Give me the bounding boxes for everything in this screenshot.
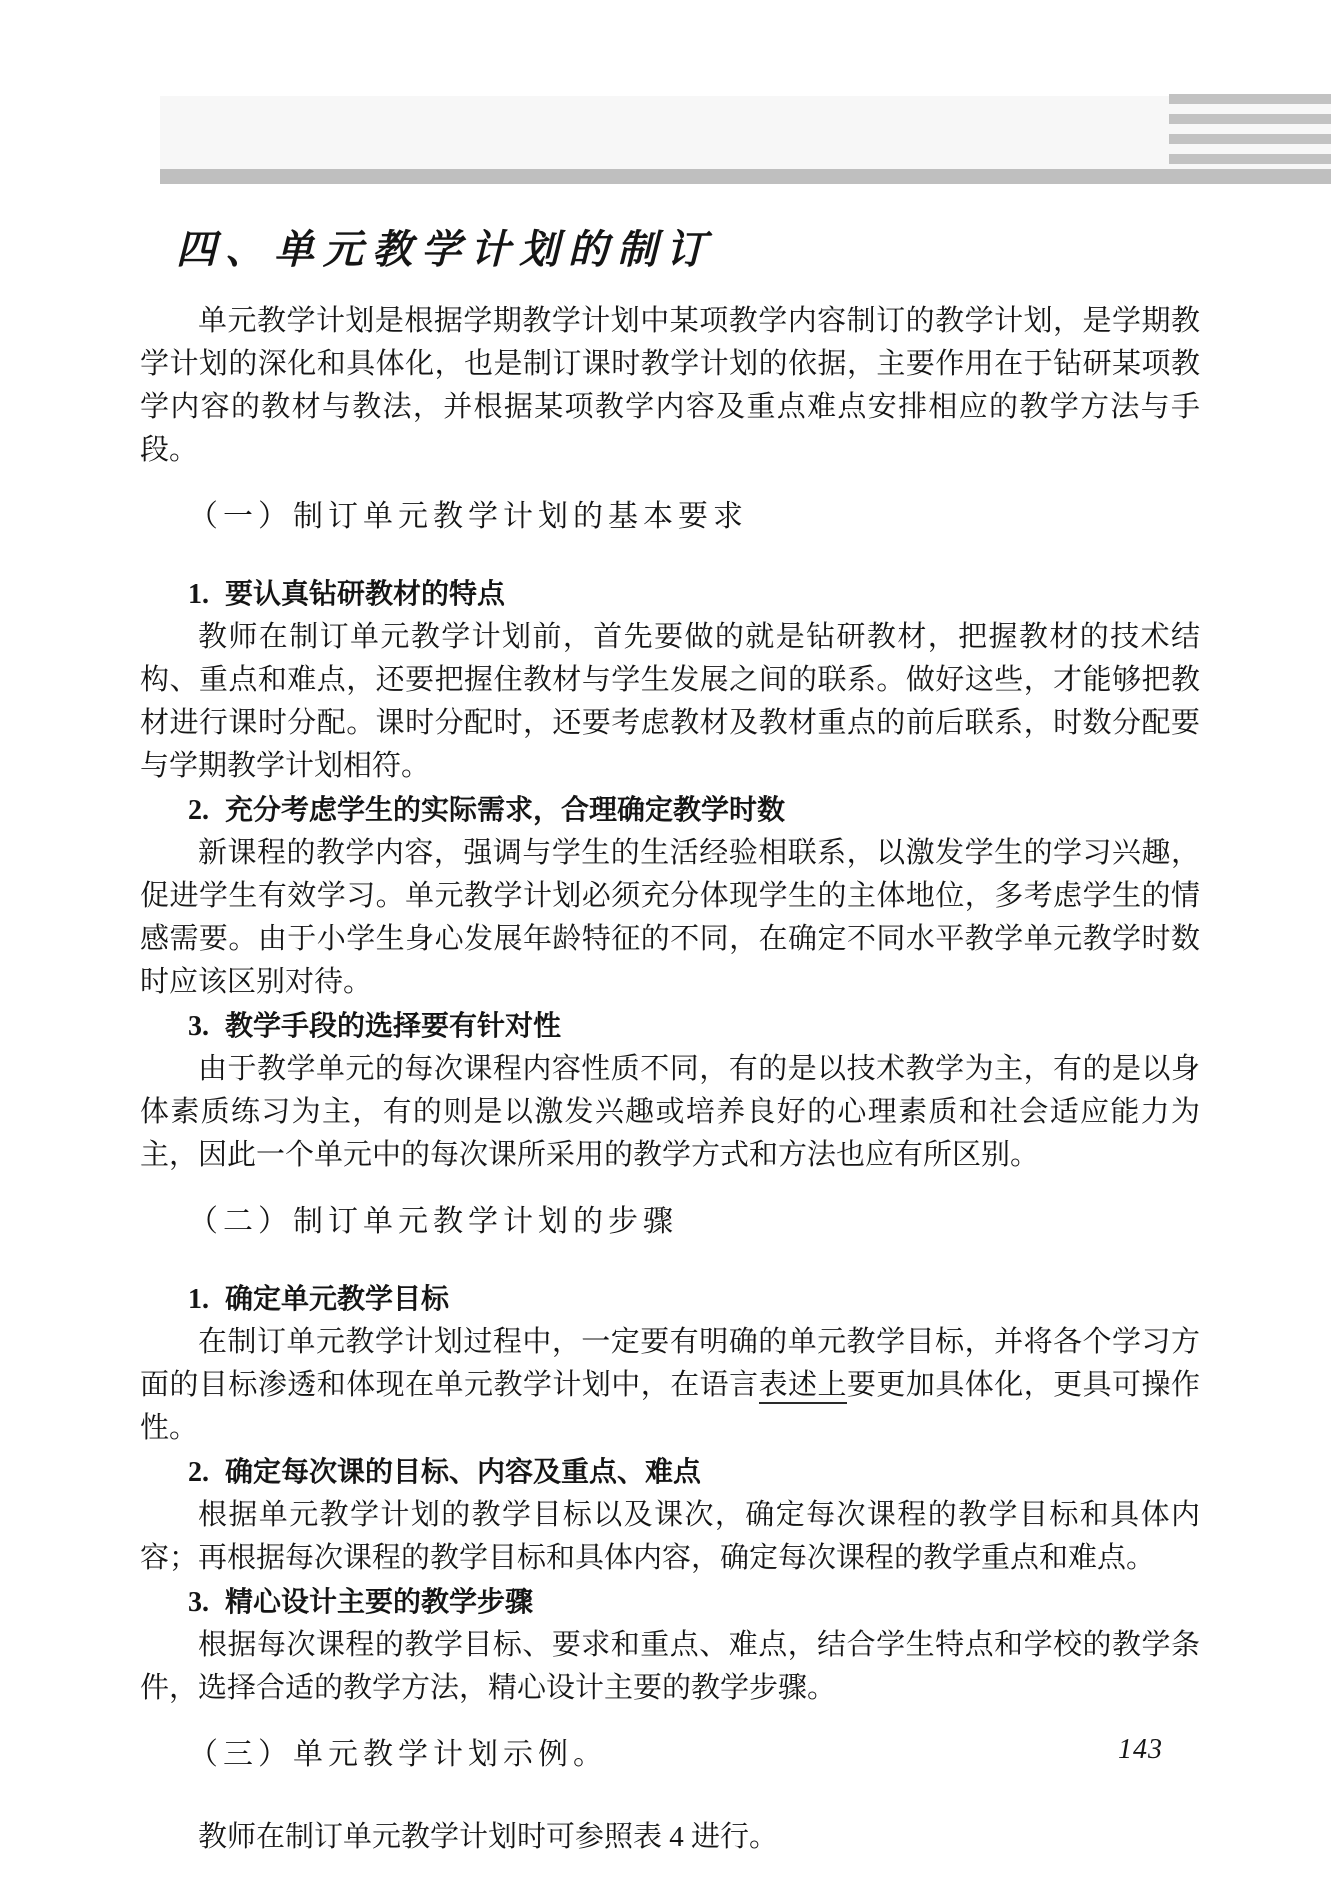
underlined-text: 表述上 <box>759 1369 847 1404</box>
item-title: 确定每次课的目标、内容及重点、难点 <box>225 1456 702 1487</box>
item-title: 要认真钻研教材的特点 <box>225 578 506 609</box>
page-title: 四、单元教学计划的制订 <box>176 227 715 272</box>
item-title: 充分考虑学生的实际需求，合理确定教学时数 <box>225 794 786 825</box>
item-paragraph-2-1 <box>140 1321 1200 1450</box>
item-number: 3. <box>188 1587 209 1618</box>
item-number: 3. <box>188 1011 209 1042</box>
item-title: 精心设计主要的教学步骤 <box>225 1586 534 1617</box>
item-number: 2. <box>188 1457 209 1488</box>
item-paragraph-1-1: 教师在制订单元教学计划前，首先要做的就是钻研教材，把握教材的技术结构、重点和难点，还要把握住教材与学生发展之间的联系。做好这些，才能够把教材进行课时分配。课时分配时，还要考虑教材及教材重点的前后联系，时数分配要与学期教学计划相符。 <box>140 621 1200 782</box>
item-heading-1-1 <box>140 572 1200 616</box>
page-number: 143 <box>1118 1734 1163 1765</box>
item-paragraph-1-3: 由于教学单元的每次课程内容性质不同，有的是以技术教学为主，有的是以身体素质练习为主，有的则是以激发兴趣或培养良好的心理素质和社会适应能力为主，因此一个单元中的每次课所采用的教学方式和方法也应有所区别。 <box>140 1053 1200 1171</box>
item-paragraph-2-3: 根据每次课程的教学目标、要求和重点、难点，结合学生特点和学校的教学条件，选择合适的教学方法，精心设计主要的教学步骤。 <box>140 1629 1200 1704</box>
item-number: 2. <box>188 795 209 826</box>
header-stripe-icon <box>1169 134 1331 144</box>
intro-paragraph: 单元教学计划是根据学期教学计划中某项教学内容制订的教学计划，是学期教学计划的深化和具体化，也是制订课时教学计划的依据，主要作用在于钻研某项教学内容的教材与教法，并根据某项教学内容及重点难点安排相应的教学方法与手段。 <box>140 305 1200 466</box>
item-heading-1-3 <box>140 1004 1200 1048</box>
closing-paragraph: 教师在制订单元教学计划时可参照表 4 进行。 <box>198 1821 779 1853</box>
header-bar <box>160 169 1331 184</box>
item-title: 教学手段的选择要有针对性 <box>225 1010 562 1041</box>
item-paragraph-1-2: 新课程的教学内容，强调与学生的生活经验相联系，以激发学生的学习兴趣，促进学生有效学习。单元教学计划必须充分体现学生的主体地位，多考虑学生的情感需要。由于小学生身心发展年龄特征的不同，在确定不同水平教学单元教学时数时应该区别对待。 <box>140 837 1200 998</box>
section-heading-3: （三）单元教学计划示例。 <box>188 1738 608 1771</box>
header-stripe-icon <box>1169 94 1331 104</box>
text-column <box>140 224 1200 1859</box>
header-stripe-icon <box>1169 154 1331 164</box>
item-number: 1. <box>188 579 209 610</box>
header-band <box>160 96 1331 169</box>
section-heading-2: （二）制订单元教学计划的步骤 <box>188 1205 678 1238</box>
paragraph-text: 在制订单元教学计划过程中，一定要有明确的单元教学目标，并将各个学习方面的目标渗透和体现在单元教学计划中，在语言 <box>140 1326 1200 1401</box>
item-heading-1-2 <box>140 788 1200 832</box>
item-heading-2-2 <box>140 1450 1200 1494</box>
item-heading-2-3 <box>140 1580 1200 1624</box>
item-title: 确定单元教学目标 <box>225 1283 450 1314</box>
paragraph-text: 要更加具体化，更具可操作性。 <box>140 1369 1200 1444</box>
item-number: 1. <box>188 1284 209 1315</box>
header-stripe-icon <box>1169 114 1331 124</box>
item-paragraph-2-2: 根据单元教学计划的教学目标以及课次，确定每次课程的教学目标和具体内容；再根据每次课程的教学目标和具体内容，确定每次课程的教学重点和难点。 <box>140 1499 1200 1574</box>
item-heading-2-1 <box>140 1277 1200 1321</box>
section-heading-1: （一）制订单元教学计划的基本要求 <box>188 500 748 533</box>
